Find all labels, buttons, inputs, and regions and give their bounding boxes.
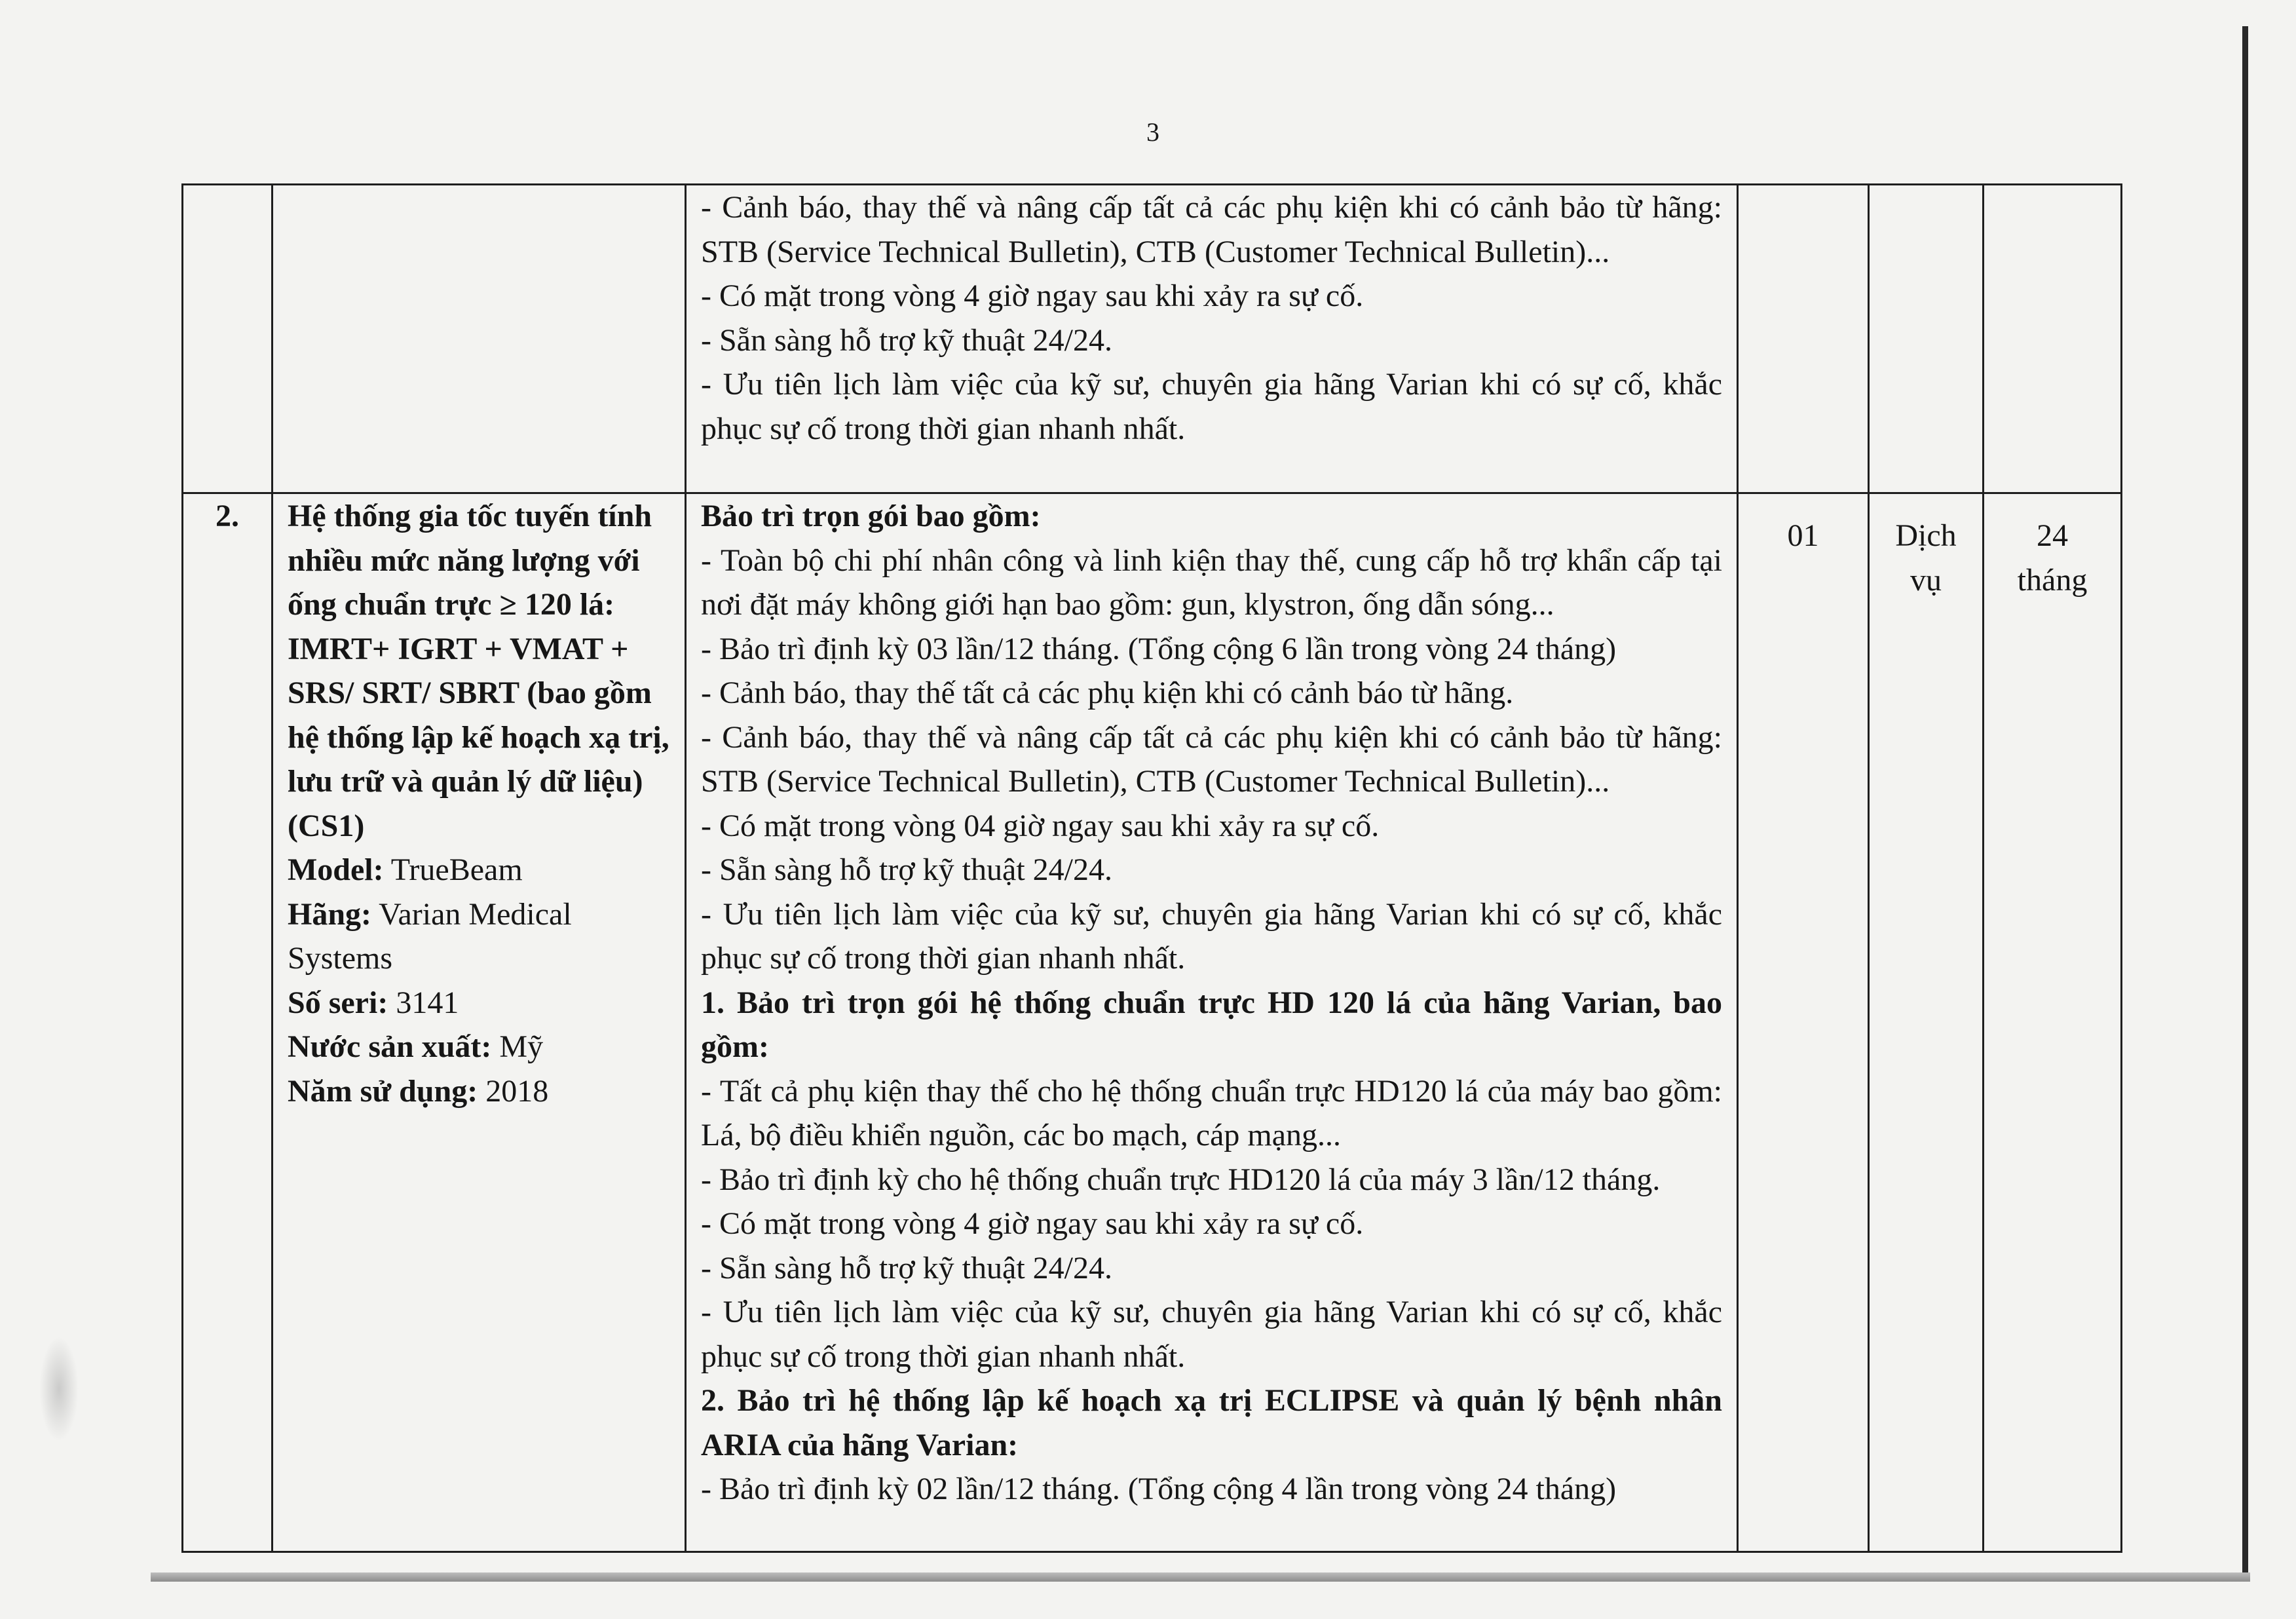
description-line: - Bảo trì định kỳ 03 lần/12 tháng. (Tổng cộng 6 lần trong vòng 24 tháng)	[701, 631, 1617, 666]
description-line: - Ưu tiên lịch làm việc của kỹ sư, chuyên gia hãng Varian khi có sự cố, khắc phục sự cố trong thời gian nhanh nhất.	[701, 1295, 1722, 1374]
scan-edge-bottom	[151, 1572, 2250, 1582]
service-table	[181, 183, 2122, 1553]
device-cell	[273, 493, 686, 1552]
year-value: 2018	[485, 1073, 549, 1109]
stt-cell: 2.	[183, 493, 273, 1552]
description-line: - Toàn bộ chi phí nhân công và linh kiện thay thế, cung cấp hỗ trợ khẩn cấp tại nơi đặt máy không giới hạn bao gồm: gun, klystron, ống dẫn sóng...	[701, 543, 1722, 622]
duration-cell	[1984, 185, 2122, 493]
serial-label: Số seri:	[288, 985, 388, 1020]
table-row-continued	[183, 185, 2122, 493]
year-label: Năm sử dụng:	[288, 1073, 478, 1109]
description-line: - Sẵn sàng hỗ trợ kỹ thuật 24/24.	[701, 322, 1112, 358]
maker-label: Hãng:	[288, 896, 372, 932]
table-row-item-2	[183, 493, 2122, 1552]
country-value: Mỹ	[499, 1029, 544, 1064]
country-label: Nước sản xuất:	[288, 1029, 492, 1064]
device-cell	[273, 185, 686, 493]
description-line: - Bảo trì định kỳ cho hệ thống chuẩn trực HD120 lá của máy 3 lần/12 tháng.	[701, 1162, 1661, 1197]
quantity-cell	[1738, 493, 1869, 1552]
unit-value: Dịch vụ	[1895, 518, 1957, 598]
quantity-value: 01	[1787, 518, 1819, 553]
device-model	[288, 848, 670, 892]
page-number: 3	[1146, 117, 1159, 147]
description-line: - Cảnh báo, thay thế và nâng cấp tất cả các phụ kiện khi có cảnh bảo từ hãng: STB (Service Technical Bulletin), CTB (Customer Technical Bulletin)...	[701, 719, 1722, 799]
device-maker	[288, 892, 670, 981]
model-label: Model:	[288, 852, 384, 887]
model-value: TrueBeam	[390, 852, 523, 887]
duration-cell	[1984, 493, 2122, 1552]
description-line: - Có mặt trong vòng 04 giờ ngay sau khi xảy ra sự cố.	[701, 808, 1380, 843]
description-line: - Ưu tiên lịch làm việc của kỹ sư, chuyên gia hãng Varian khi có sự cố, khắc phục sự cố trong thời gian nhanh nhất.	[701, 367, 1722, 446]
description-line: - Tất cả phụ kiện thay thế cho hệ thống chuẩn trực HD120 lá của máy bao gồm: Lá, bộ điều khiển nguồn, các bo mạch, cáp mạng...	[701, 1073, 1722, 1152]
description-line: - Sẵn sàng hỗ trợ kỹ thuật 24/24.	[701, 1250, 1112, 1286]
device-name: Hệ thống gia tốc tuyến tính nhiều mức năng lượng với ống chuẩn trực ≥ 120 lá: IMRT+ IGRT + VMAT + SRS/ SRT/ SBRT (bao gồm hệ thống lập kế hoạch xạ trị, lưu trữ và quản lý dữ liệu) (CS1)	[288, 499, 669, 843]
description-cell	[686, 185, 1738, 493]
description-line: - Cảnh báo, thay thế và nâng cấp tất cả các phụ kiện khi có cảnh bảo từ hãng: STB (Service Technical Bulletin), CTB (Customer Technical Bulletin)...	[701, 190, 1722, 269]
device-year	[288, 1069, 670, 1114]
unit-cell	[1869, 493, 1984, 1552]
description-cell	[686, 493, 1738, 1552]
description-heading: Bảo trì trọn gói bao gồm:	[701, 499, 1041, 533]
description-heading: 1. Bảo trì trọn gói hệ thống chuẩn trực HD 120 lá của hãng Varian, bao gồm:	[701, 985, 1722, 1064]
stt-cell	[183, 185, 273, 493]
serial-value: 3141	[396, 985, 459, 1020]
description-line: - Sẵn sàng hỗ trợ kỹ thuật 24/24.	[701, 852, 1112, 887]
maker-value: Varian Medical Systems	[288, 896, 572, 976]
description-line: - Có mặt trong vòng 4 giờ ngay sau khi xảy ra sự cố.	[701, 1206, 1364, 1241]
description-line: - Ưu tiên lịch làm việc của kỹ sư, chuyên gia hãng Varian khi có sự cố, khắc phục sự cố trong thời gian nhanh nhất.	[701, 896, 1722, 976]
device-serial	[288, 981, 670, 1025]
scan-edge-right	[2242, 26, 2248, 1579]
description-line: - Cảnh báo, thay thế tất cả các phụ kiện khi có cảnh báo từ hãng.	[701, 676, 1514, 710]
scan-smudge	[39, 1337, 79, 1441]
description-line: - Có mặt trong vòng 4 giờ ngay sau khi xảy ra sự cố.	[701, 278, 1364, 313]
description-heading: 2. Bảo trì hệ thống lập kế hoạch xạ trị ECLIPSE và quản lý bệnh nhân ARIA của hãng Varian:	[701, 1383, 1722, 1462]
unit-cell	[1869, 185, 1984, 493]
quantity-cell	[1738, 185, 1869, 493]
duration-value: 24 tháng	[2017, 518, 2088, 598]
description-line: - Bảo trì định kỳ 02 lần/12 tháng. (Tổng cộng 4 lần trong vòng 24 tháng)	[701, 1472, 1617, 1506]
device-country	[288, 1025, 670, 1069]
